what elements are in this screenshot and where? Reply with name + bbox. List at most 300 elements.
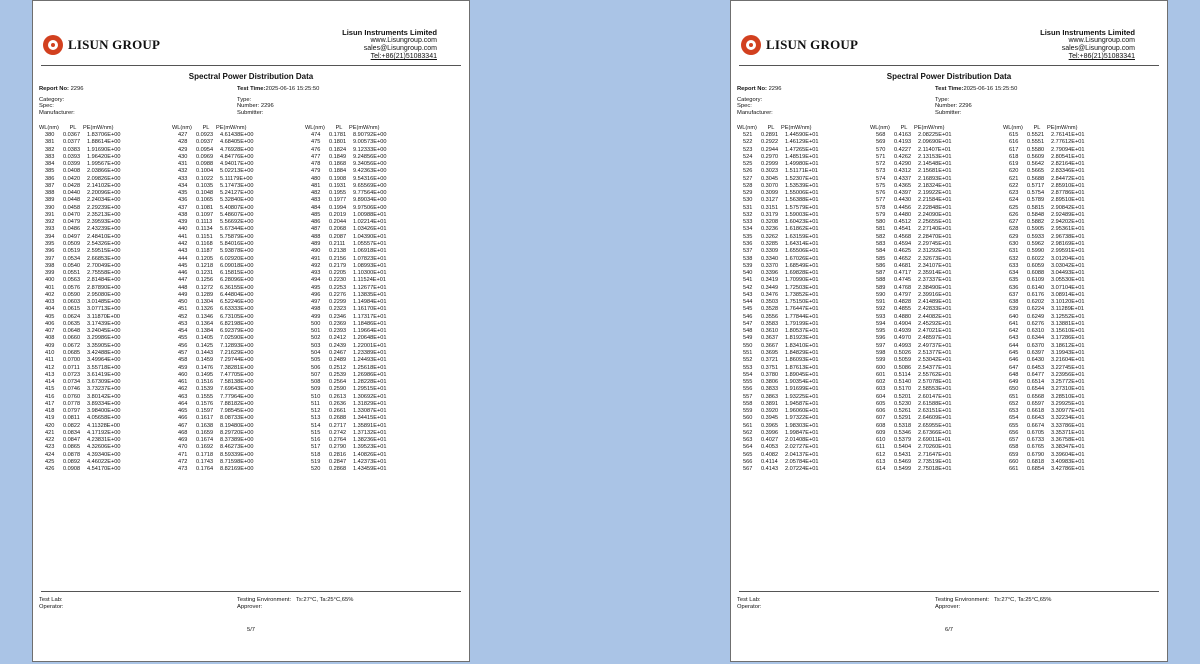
cell-pe: 3.25772E+01 xyxy=(1051,379,1085,386)
cell-wl: 437 xyxy=(178,204,188,211)
cell-wl: 630 xyxy=(1009,240,1019,247)
cell-pe: 2.39593E+00 xyxy=(87,219,121,226)
cell-wl: 646 xyxy=(1009,357,1019,364)
table-row xyxy=(1003,256,1111,263)
table-row xyxy=(1003,147,1111,154)
table-row xyxy=(39,270,147,277)
cell-pe: 8.90792E+00 xyxy=(353,132,387,138)
cell-wl: 634 xyxy=(1009,270,1019,277)
table-row xyxy=(172,292,280,299)
cell-pl: 0.0700 xyxy=(63,357,81,364)
spd-column xyxy=(305,125,413,473)
table-row xyxy=(1003,226,1111,233)
cell-pe: 5.48607E+00 xyxy=(220,211,254,218)
cell-pe: 2.51377E+01 xyxy=(918,349,952,356)
cell-pl: 0.4143 xyxy=(761,466,779,473)
cell-pe: 7.69643E+00 xyxy=(220,386,254,393)
cell-wl: 452 xyxy=(178,313,188,320)
table-row xyxy=(305,437,413,444)
table-row xyxy=(737,147,845,154)
cell-pl: 0.0672 xyxy=(63,342,81,349)
cell-wl: 623 xyxy=(1009,190,1019,197)
table-row xyxy=(1003,401,1111,408)
cell-pe: 6.73105E+00 xyxy=(220,313,254,320)
cell-pe: 2.11407E+01 xyxy=(918,146,952,153)
cell-wl: 520 xyxy=(311,466,321,473)
cell-pl: 0.3583 xyxy=(761,320,779,327)
cell-pe: 1.06918E+01 xyxy=(353,248,387,255)
cell-pl: 0.4939 xyxy=(894,328,912,335)
cell-wl: 636 xyxy=(1009,284,1019,291)
cell-pl: 0.3556 xyxy=(761,313,779,320)
footer-divider xyxy=(41,591,461,592)
cell-pe: 1.03426E+01 xyxy=(353,226,387,233)
cell-wl: 515 xyxy=(311,429,321,436)
cell-wl: 442 xyxy=(178,240,188,247)
cell-pe: 9.42363E+00 xyxy=(353,168,387,175)
cell-pl: 0.6818 xyxy=(1027,458,1045,465)
cell-pe: 3.04493E+01 xyxy=(1051,270,1085,277)
cell-pl: 0.2111 xyxy=(329,240,346,247)
cell-pl: 0.2467 xyxy=(329,349,347,356)
cell-wl: 613 xyxy=(876,458,886,465)
cell-wl: 533 xyxy=(743,219,753,226)
cell-pl: 0.2087 xyxy=(329,233,347,240)
cell-wl: 547 xyxy=(743,320,753,327)
cell-pe: 1.26986E+01 xyxy=(353,371,387,378)
cell-wl: 608 xyxy=(876,422,886,429)
cell-wl: 603 xyxy=(876,386,886,393)
table-row xyxy=(1003,408,1111,415)
table-row xyxy=(39,415,147,422)
report-title: Spectral Power Distribution Data xyxy=(886,72,1012,81)
cell-pe: 2.03866E+00 xyxy=(87,168,121,175)
cell-pl: 0.6022 xyxy=(1027,255,1045,262)
cell-pe: 3.21604E+01 xyxy=(1051,357,1085,364)
cell-wl: 587 xyxy=(876,270,886,277)
cell-wl: 497 xyxy=(311,299,321,306)
cell-pe: 7.02590E+00 xyxy=(220,335,254,342)
cell-pl: 0.1256 xyxy=(196,277,214,284)
table-row xyxy=(870,241,978,248)
cell-wl: 404 xyxy=(45,306,55,313)
cell-wl: 631 xyxy=(1009,248,1019,255)
table-row xyxy=(305,234,413,241)
table-row xyxy=(305,452,413,459)
cell-pl: 0.3070 xyxy=(761,182,779,189)
cell-pe: 1.12677E+01 xyxy=(353,284,387,291)
table-row xyxy=(305,212,413,219)
cell-pe: 2.53042E+01 xyxy=(918,357,952,364)
cell-pe: 7.77964E+00 xyxy=(220,393,254,400)
cell-pe: 6.82198E+00 xyxy=(220,320,254,327)
table-row xyxy=(39,365,147,372)
cell-wl: 524 xyxy=(743,153,753,160)
cell-pe: 2.20096E+00 xyxy=(87,190,121,197)
cell-pe: 3.11289E+01 xyxy=(1051,306,1085,313)
cell-pe: 2.48597E+01 xyxy=(918,335,952,342)
cell-pl: 0.6854 xyxy=(1027,466,1045,473)
cell-pe: 1.35891E+01 xyxy=(353,422,387,429)
table-row xyxy=(305,226,413,233)
table-row xyxy=(39,212,147,219)
table-row xyxy=(305,190,413,197)
table-row xyxy=(305,306,413,313)
table-row xyxy=(172,234,280,241)
cell-pl: 0.0760 xyxy=(63,393,81,400)
table-row xyxy=(305,459,413,466)
table-row xyxy=(870,379,978,386)
cell-pe: 1.22001E+01 xyxy=(353,342,387,349)
header-pl: PL xyxy=(767,125,775,131)
cell-pe: 3.11870E+00 xyxy=(87,313,121,320)
cell-pe: 2.18324E+01 xyxy=(918,182,952,189)
cell-wl: 418 xyxy=(45,408,55,415)
cell-pl: 0.0746 xyxy=(63,386,81,393)
table-row xyxy=(39,299,147,306)
table-row xyxy=(1003,241,1111,248)
cell-pl: 0.1187 xyxy=(196,248,213,255)
table-row xyxy=(172,357,280,364)
cell-pe: 1.75150E+01 xyxy=(785,299,819,306)
cell-pl: 0.5815 xyxy=(1027,204,1045,211)
cell-wl: 558 xyxy=(743,400,753,407)
cell-pl: 0.2412 xyxy=(329,335,347,342)
cell-wl: 468 xyxy=(178,429,188,436)
cell-wl: 597 xyxy=(876,342,886,349)
cell-pl: 0.2661 xyxy=(329,408,347,415)
cell-pl: 0.1065 xyxy=(196,197,214,204)
cell-wl: 606 xyxy=(876,408,886,415)
cell-pl: 0.1405 xyxy=(196,335,214,342)
table-row xyxy=(39,285,147,292)
cell-wl: 446 xyxy=(178,270,188,277)
table-row xyxy=(39,226,147,233)
cell-pl: 0.6249 xyxy=(1027,313,1045,320)
cell-pl: 0.0540 xyxy=(63,262,81,269)
spec-label: Spec: xyxy=(737,103,752,110)
cell-wl: 462 xyxy=(178,386,188,393)
cell-wl: 385 xyxy=(45,168,55,175)
cell-pl: 0.6790 xyxy=(1027,451,1045,458)
cell-wl: 485 xyxy=(311,211,321,218)
cell-wl: 541 xyxy=(743,277,753,284)
cell-pl: 0.0509 xyxy=(63,240,81,247)
cell-pe: 3.42786E+01 xyxy=(1051,466,1085,473)
cell-wl: 482 xyxy=(311,190,321,197)
cell-pe: 2.09826E+00 xyxy=(87,175,121,182)
table-row xyxy=(737,466,845,473)
cell-pe: 4.54170E+00 xyxy=(87,466,121,473)
cell-wl: 412 xyxy=(45,364,55,371)
table-row xyxy=(870,161,978,168)
cell-wl: 657 xyxy=(1009,437,1019,444)
header-wl: WL(nm) xyxy=(1003,125,1023,131)
table-row xyxy=(39,183,147,190)
submitter-label: Submitter: xyxy=(935,109,962,116)
report-page-6 xyxy=(730,0,1168,662)
cell-pe: 1.07823E+01 xyxy=(353,255,387,262)
cell-pe: 1.53539E+01 xyxy=(785,182,819,189)
table-row xyxy=(172,197,280,204)
cell-pe: 3.03042E+01 xyxy=(1051,262,1085,269)
cell-wl: 456 xyxy=(178,342,188,349)
table-row xyxy=(737,205,845,212)
table-row xyxy=(737,270,845,277)
header-wl: WL(nm) xyxy=(870,125,890,131)
cell-pe: 1.65506E+01 xyxy=(785,248,819,255)
cell-wl: 605 xyxy=(876,400,886,407)
table-row xyxy=(172,212,280,219)
cell-pe: 1.76447E+01 xyxy=(785,306,819,313)
table-row xyxy=(39,408,147,415)
table-row xyxy=(737,386,845,393)
cell-pe: 6.28096E+00 xyxy=(220,277,254,284)
cell-pe: 1.98303E+01 xyxy=(785,422,819,429)
cell-pl: 0.3751 xyxy=(761,364,779,371)
cell-wl: 654 xyxy=(1009,415,1019,422)
cell-pl: 0.0847 xyxy=(63,437,81,444)
cell-pe: 9.24856E+00 xyxy=(353,153,387,160)
table-header xyxy=(172,125,280,132)
cell-wl: 441 xyxy=(178,233,188,240)
page-number: 5/7 xyxy=(246,627,256,633)
table-row xyxy=(172,161,280,168)
cell-pe: 7.88182E+00 xyxy=(220,400,254,407)
table-row xyxy=(737,197,845,204)
cell-pe: 1.79199E+01 xyxy=(785,320,819,327)
cell-pl: 0.1134 xyxy=(196,226,213,233)
cell-pl: 0.1168 xyxy=(196,240,213,247)
cell-wl: 399 xyxy=(45,270,55,277)
cell-pl: 0.2922 xyxy=(761,139,779,146)
cell-pl: 0.1113 xyxy=(196,219,213,226)
cell-wl: 598 xyxy=(876,349,886,356)
cell-pe: 1.14984E+01 xyxy=(353,299,387,306)
cell-pe: 3.27310E+01 xyxy=(1051,386,1085,393)
cell-pl: 0.5642 xyxy=(1027,161,1045,168)
cell-pl: 0.0428 xyxy=(63,182,81,189)
cell-pl: 0.2816 xyxy=(329,451,347,458)
cell-pe: 2.48410E+00 xyxy=(87,233,121,240)
cell-wl: 514 xyxy=(311,422,321,429)
cell-pl: 0.2439 xyxy=(329,342,347,349)
cell-pl: 0.4904 xyxy=(894,320,912,327)
cell-wl: 544 xyxy=(743,299,753,306)
cell-pe: 2.38490E+01 xyxy=(918,284,952,291)
cell-pl: 0.6310 xyxy=(1027,328,1045,335)
cell-pl: 0.1931 xyxy=(329,182,347,189)
table-row xyxy=(1003,161,1111,168)
table-row xyxy=(737,139,845,146)
table-row xyxy=(1003,248,1111,255)
table-row xyxy=(737,285,845,292)
cell-wl: 640 xyxy=(1009,313,1019,320)
cell-pl: 0.2276 xyxy=(329,291,347,298)
cell-pl: 0.0440 xyxy=(63,190,81,197)
cell-pe: 8.19480E+00 xyxy=(220,422,254,429)
cell-wl: 546 xyxy=(743,313,753,320)
cell-pl: 0.3667 xyxy=(761,342,779,349)
cell-pl: 0.5962 xyxy=(1027,240,1045,247)
cell-pl: 0.6544 xyxy=(1027,386,1045,393)
table-row xyxy=(870,343,978,350)
cell-pl: 0.5114 xyxy=(894,371,911,378)
cell-pl: 0.0937 xyxy=(196,139,214,146)
cell-pl: 0.1151 xyxy=(196,233,213,240)
table-row xyxy=(39,256,147,263)
cell-wl: 498 xyxy=(311,306,321,313)
cell-wl: 493 xyxy=(311,270,321,277)
cell-pl: 0.1884 xyxy=(329,168,347,175)
cell-pe: 7.98545E+00 xyxy=(220,408,254,415)
cell-wl: 659 xyxy=(1009,451,1019,458)
table-row xyxy=(870,176,978,183)
cell-pe: 3.29925E+01 xyxy=(1051,400,1085,407)
table-row xyxy=(870,234,978,241)
cell-wl: 512 xyxy=(311,408,321,415)
cell-wl: 537 xyxy=(743,248,753,255)
table-row xyxy=(172,423,280,430)
cell-wl: 599 xyxy=(876,357,886,364)
table-row xyxy=(1003,285,1111,292)
cell-pl: 0.4512 xyxy=(894,219,912,226)
cell-wl: 644 xyxy=(1009,342,1019,349)
cell-wl: 635 xyxy=(1009,277,1019,284)
cell-pl: 0.5688 xyxy=(1027,175,1045,182)
cell-pe: 2.05784E+01 xyxy=(785,458,819,465)
cell-pe: 3.35371E+01 xyxy=(1051,429,1085,436)
cell-pl: 0.5469 xyxy=(894,458,912,465)
cell-pl: 0.0420 xyxy=(63,175,81,182)
cell-pl: 0.6568 xyxy=(1027,393,1045,400)
header-pl: PL xyxy=(1033,125,1041,131)
cell-pl: 0.1977 xyxy=(329,197,347,204)
cell-pl: 0.4227 xyxy=(894,146,912,153)
table-row xyxy=(39,176,147,183)
cell-pl: 0.4625 xyxy=(894,248,912,255)
cell-pe: 2.25655E+01 xyxy=(918,219,952,226)
cell-pl: 0.2299 xyxy=(329,299,347,306)
cell-wl: 414 xyxy=(45,379,55,386)
cell-pl: 0.1476 xyxy=(196,364,214,371)
table-row xyxy=(305,161,413,168)
cell-pl: 0.0603 xyxy=(63,299,81,306)
cell-pl: 0.3023 xyxy=(761,168,779,175)
cell-wl: 427 xyxy=(178,132,188,138)
cell-wl: 386 xyxy=(45,175,55,182)
cell-pe: 2.43239E+00 xyxy=(87,226,121,233)
cell-wl: 629 xyxy=(1009,233,1019,240)
cell-wl: 469 xyxy=(178,437,188,444)
cell-pe: 8.46273E+00 xyxy=(220,444,254,451)
table-row xyxy=(1003,306,1111,313)
table-row xyxy=(39,343,147,350)
cell-pe: 1.10300E+01 xyxy=(353,270,387,277)
cell-wl: 522 xyxy=(743,139,753,146)
table-row xyxy=(305,328,413,335)
cell-pe: 1.13835E+01 xyxy=(353,291,387,298)
cell-pl: 0.6733 xyxy=(1027,437,1045,444)
table-row xyxy=(172,241,280,248)
number-label: Number: xyxy=(935,103,958,110)
cell-wl: 507 xyxy=(311,371,321,378)
table-row xyxy=(39,241,147,248)
report-meta-right xyxy=(237,86,319,116)
cell-pl: 0.5905 xyxy=(1027,226,1045,233)
table-row xyxy=(870,328,978,335)
cell-pl: 0.4082 xyxy=(761,451,779,458)
category-label: Category: xyxy=(737,96,763,103)
table-row xyxy=(870,437,978,444)
cell-pe: 1.87613E+01 xyxy=(785,364,819,371)
cell-pe: 2.63151E+01 xyxy=(918,408,952,415)
cell-wl: 422 xyxy=(45,437,55,444)
cell-pl: 0.4365 xyxy=(894,182,912,189)
cell-pl: 0.2688 xyxy=(329,415,347,422)
cell-pe: 3.08914E+01 xyxy=(1051,291,1085,298)
cell-pe: 4.61438E+00 xyxy=(220,132,254,138)
cell-wl: 513 xyxy=(311,415,321,422)
table-row xyxy=(305,205,413,212)
cell-wl: 604 xyxy=(876,393,886,400)
cell-pl: 0.0834 xyxy=(63,429,81,436)
report-title: Spectral Power Distribution Data xyxy=(188,72,314,81)
cell-pl: 0.5990 xyxy=(1027,248,1045,255)
cell-wl: 582 xyxy=(876,233,886,240)
cell-wl: 575 xyxy=(876,182,886,189)
table-row xyxy=(737,459,845,466)
cell-wl: 543 xyxy=(743,291,753,298)
cell-pl: 0.1994 xyxy=(329,204,347,211)
cell-wl: 511 xyxy=(311,400,320,407)
cell-pl: 0.4652 xyxy=(894,255,912,262)
cell-wl: 528 xyxy=(743,182,753,189)
cell-pl: 0.4480 xyxy=(894,211,912,218)
cell-pe: 2.55762E+01 xyxy=(918,371,952,378)
cell-wl: 600 xyxy=(876,364,886,371)
cell-pe: 1.08993E+01 xyxy=(353,262,387,269)
cell-pe: 2.64609E+01 xyxy=(918,415,952,422)
cell-pl: 0.1231 xyxy=(196,270,214,277)
cell-wl: 398 xyxy=(45,262,55,269)
cell-pe: 2.01408E+01 xyxy=(785,437,819,444)
cell-pe: 3.32234E+01 xyxy=(1051,415,1085,422)
cell-pe: 6.15815E+00 xyxy=(220,270,254,277)
cell-wl: 500 xyxy=(311,320,321,327)
cell-wl: 555 xyxy=(743,379,753,386)
cell-wl: 517 xyxy=(311,444,321,451)
cell-wl: 455 xyxy=(178,335,188,342)
cell-pe: 2.59515E+00 xyxy=(87,248,121,255)
footer-divider xyxy=(739,591,1159,592)
cell-pl: 0.0486 xyxy=(63,226,81,233)
cell-pl: 0.0377 xyxy=(63,139,81,146)
cell-pe: 2.08225E+01 xyxy=(918,132,952,138)
cell-pl: 0.1326 xyxy=(196,306,214,313)
cell-wl: 401 xyxy=(45,284,55,291)
table-row xyxy=(870,430,978,437)
cell-wl: 650 xyxy=(1009,386,1019,393)
cell-pl: 0.2179 xyxy=(329,262,347,269)
cell-pe: 1.34415E+01 xyxy=(353,415,387,422)
cell-pl: 0.1048 xyxy=(196,190,214,197)
table-row xyxy=(737,394,845,401)
table-row xyxy=(172,343,280,350)
cell-pe: 4.46022E+00 xyxy=(87,458,121,465)
table-row xyxy=(870,423,978,430)
cell-pe: 3.39604E+01 xyxy=(1051,451,1085,458)
